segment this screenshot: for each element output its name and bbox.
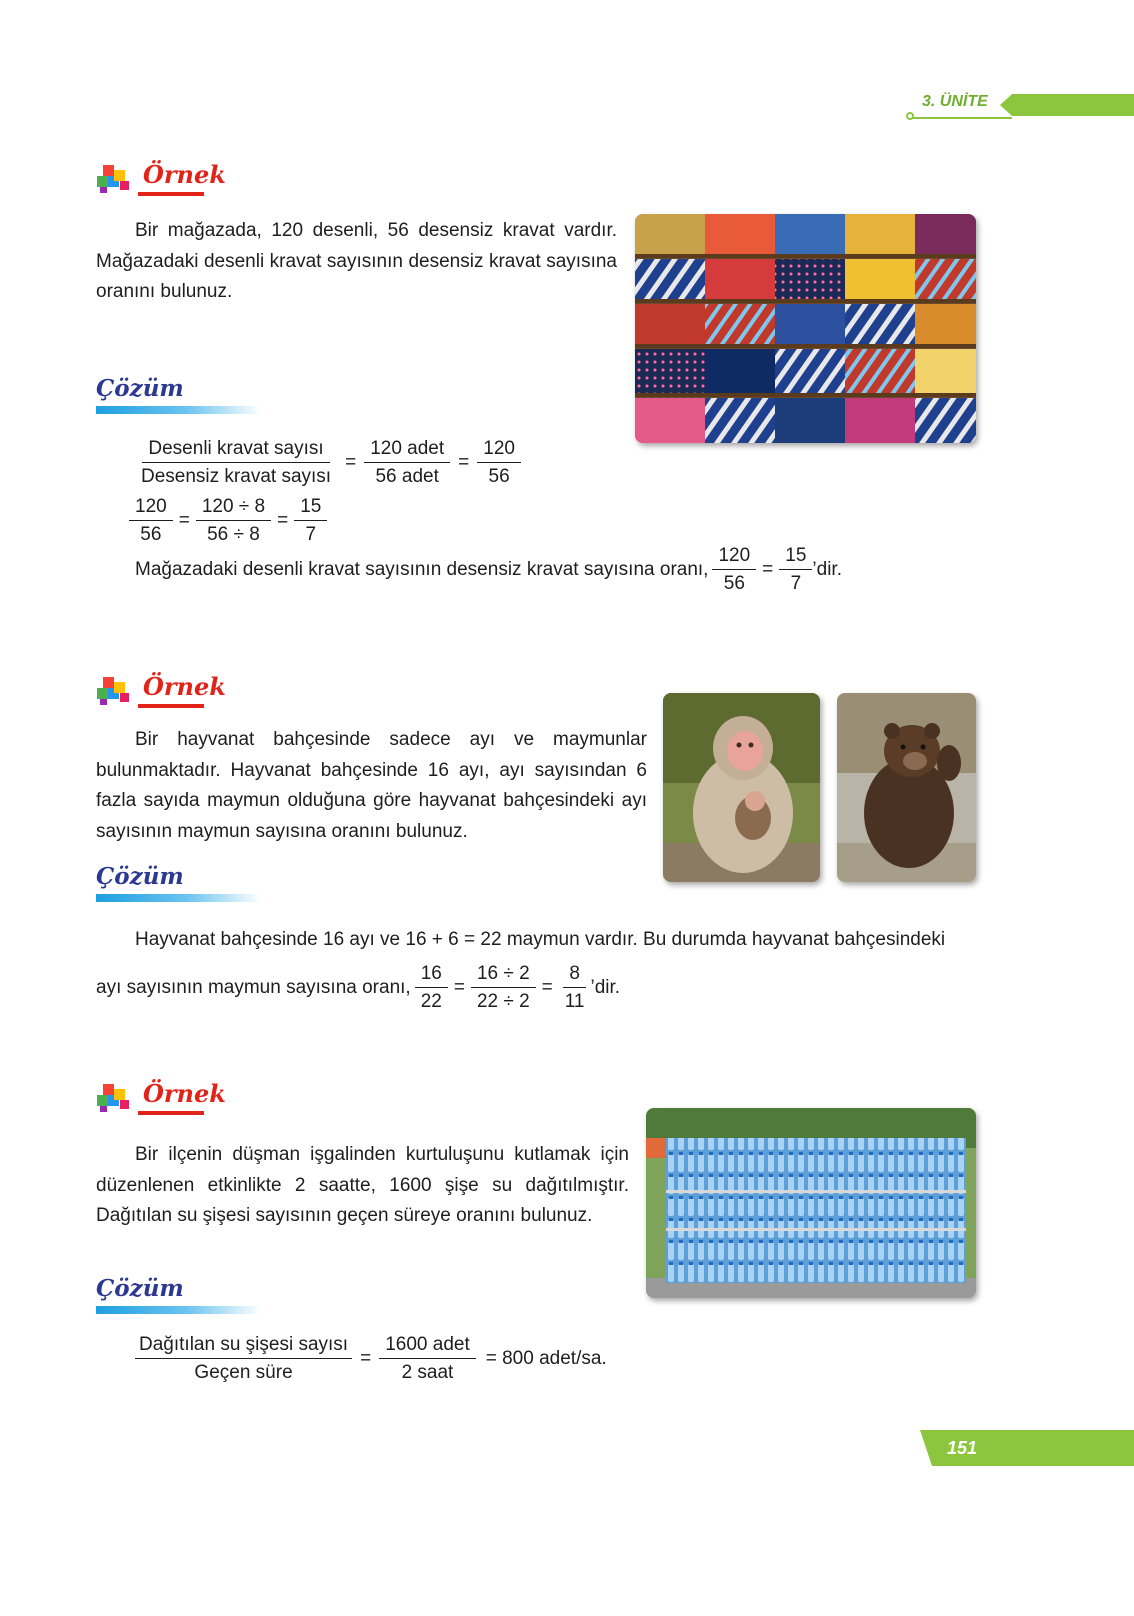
cozum-underline-2 (96, 894, 261, 902)
fraction: $\frac{1600 adet}{\text{2 saat}}$ (379, 1333, 476, 1384)
fraction: $\frac{120}{56}$ (129, 495, 173, 546)
ornek-cubes-icon (96, 162, 132, 199)
monkey-photo (663, 693, 820, 882)
problem-text-3: Bir ilçenin düşman işgalinden kurtuluşunu kutlamak için düzenlenen etkinlikte 2 saatte, 1600 şişe su dağıtılmıştır. Dağıtılan su şişesi sayısının geçen süreye oranını bulunuz. (96, 1144, 629, 1226)
cozum-heading-3: Çözüm (96, 1275, 184, 1302)
fraction: $\frac{15}{7}$ (294, 495, 327, 546)
ratio-step-2: $\frac{120}{56}$ = $\frac{120 \div 8}{56 \div 8}$ = $\frac{15}{7}$ (129, 495, 327, 546)
solution-line-2b: ayı sayısının maymun sayısına oranı, $\frac{16}{22}$ = $\frac{16 \div 2}{22 \div 2}$ = $\frac{8}{11}$ ’dir. (96, 963, 621, 1012)
ratio-step-1: $\frac{\text{Desenli kravat sayısı}}{\text{Desensiz kravat sayısı}}$ = $\frac{120 adet}{56 adet}$ = $\frac{120}{56}$ (135, 437, 521, 488)
ornek-heading-3: Örnek (143, 1079, 226, 1108)
cozum-heading-1: Çözüm (96, 375, 184, 402)
fraction: $\frac{\text{Dağıtılan su şişesi sayısı}}{\text{Geçen süre}}$ (135, 1333, 352, 1384)
conclusion-line-1: Mağazadaki desenli kravat sayısının desensiz kravat sayısına oranı, $\frac{120}{56}$ = $\frac{15}{7}$ ’dir. (135, 545, 842, 594)
solution-line-2a: Hayvanat bahçesinde 16 ayı ve 16 + 6 = 22 maymun vardır. Bu durumda hayvanat bahçesindeki (135, 929, 946, 950)
cozum-heading-2: Çözüm (96, 863, 184, 890)
fraction: $\frac{120}{56}$ (477, 437, 521, 488)
ornek-heading-2: Örnek (143, 672, 226, 701)
unit-label: 3. ÜNİTE (922, 93, 988, 110)
ornek-heading-1: Örnek (143, 160, 226, 189)
water-bottles-photo (646, 1108, 976, 1298)
unit-tab-bar (1000, 94, 1134, 116)
bear-photo (837, 693, 976, 882)
ties-photo (635, 214, 976, 443)
fraction: $\frac{16 \div 2}{22 \div 2}$ (471, 962, 536, 1013)
problem-text-2: Bir hayvanat bahçesinde sadece ayı ve maymunlar bulunmaktadır. Hayvanat bahçesinde 16 ayı, ayı sayısından 6 fazla sayıda maymun olduğuna göre hayvanat bahçesindeki ayı sayısının maymun sayısına oranını bulunuz. (96, 729, 647, 842)
fraction: $\frac{15}{7}$ (779, 544, 812, 595)
ornek-underline-3 (138, 1111, 204, 1115)
problem-text-1: Bir mağazada, 120 desenli, 56 desensiz kravat vardır. Mağazadaki desenli kravat sayısının desensiz kravat sayısına oranını bulunuz. (96, 220, 617, 302)
cozum-underline-1 (96, 406, 261, 414)
ornek-cubes-icon (96, 674, 132, 711)
fraction: $\frac{120}{56}$ (712, 544, 756, 595)
page-number: 151 (947, 1438, 978, 1458)
ornek-underline-2 (138, 704, 204, 708)
fraction: $\frac{8}{11}$ (564, 963, 585, 1012)
unit-tab-line (912, 117, 1012, 119)
unit-tab-dot (906, 112, 914, 120)
fraction: $\frac{120 adet}{56 adet}$ (364, 437, 450, 488)
ornek-cubes-icon (96, 1081, 132, 1118)
cozum-underline-3 (96, 1306, 261, 1314)
fraction: $\frac{\text{Desenli kravat sayısı}}{\text{Desensiz kravat sayısı}}$ (141, 438, 332, 487)
ornek-underline-1 (138, 192, 204, 196)
rate-formula: $\frac{\text{Dağıtılan su şişesi sayısı}}{\text{Geçen süre}}$ = $\frac{1600 adet}{\text{2 saat}}$ = 800 adet/sa. (135, 1333, 607, 1384)
fraction: $\frac{120 \div 8}{56 \div 8}$ (196, 495, 271, 546)
fraction: $\frac{16}{22}$ (415, 962, 448, 1013)
